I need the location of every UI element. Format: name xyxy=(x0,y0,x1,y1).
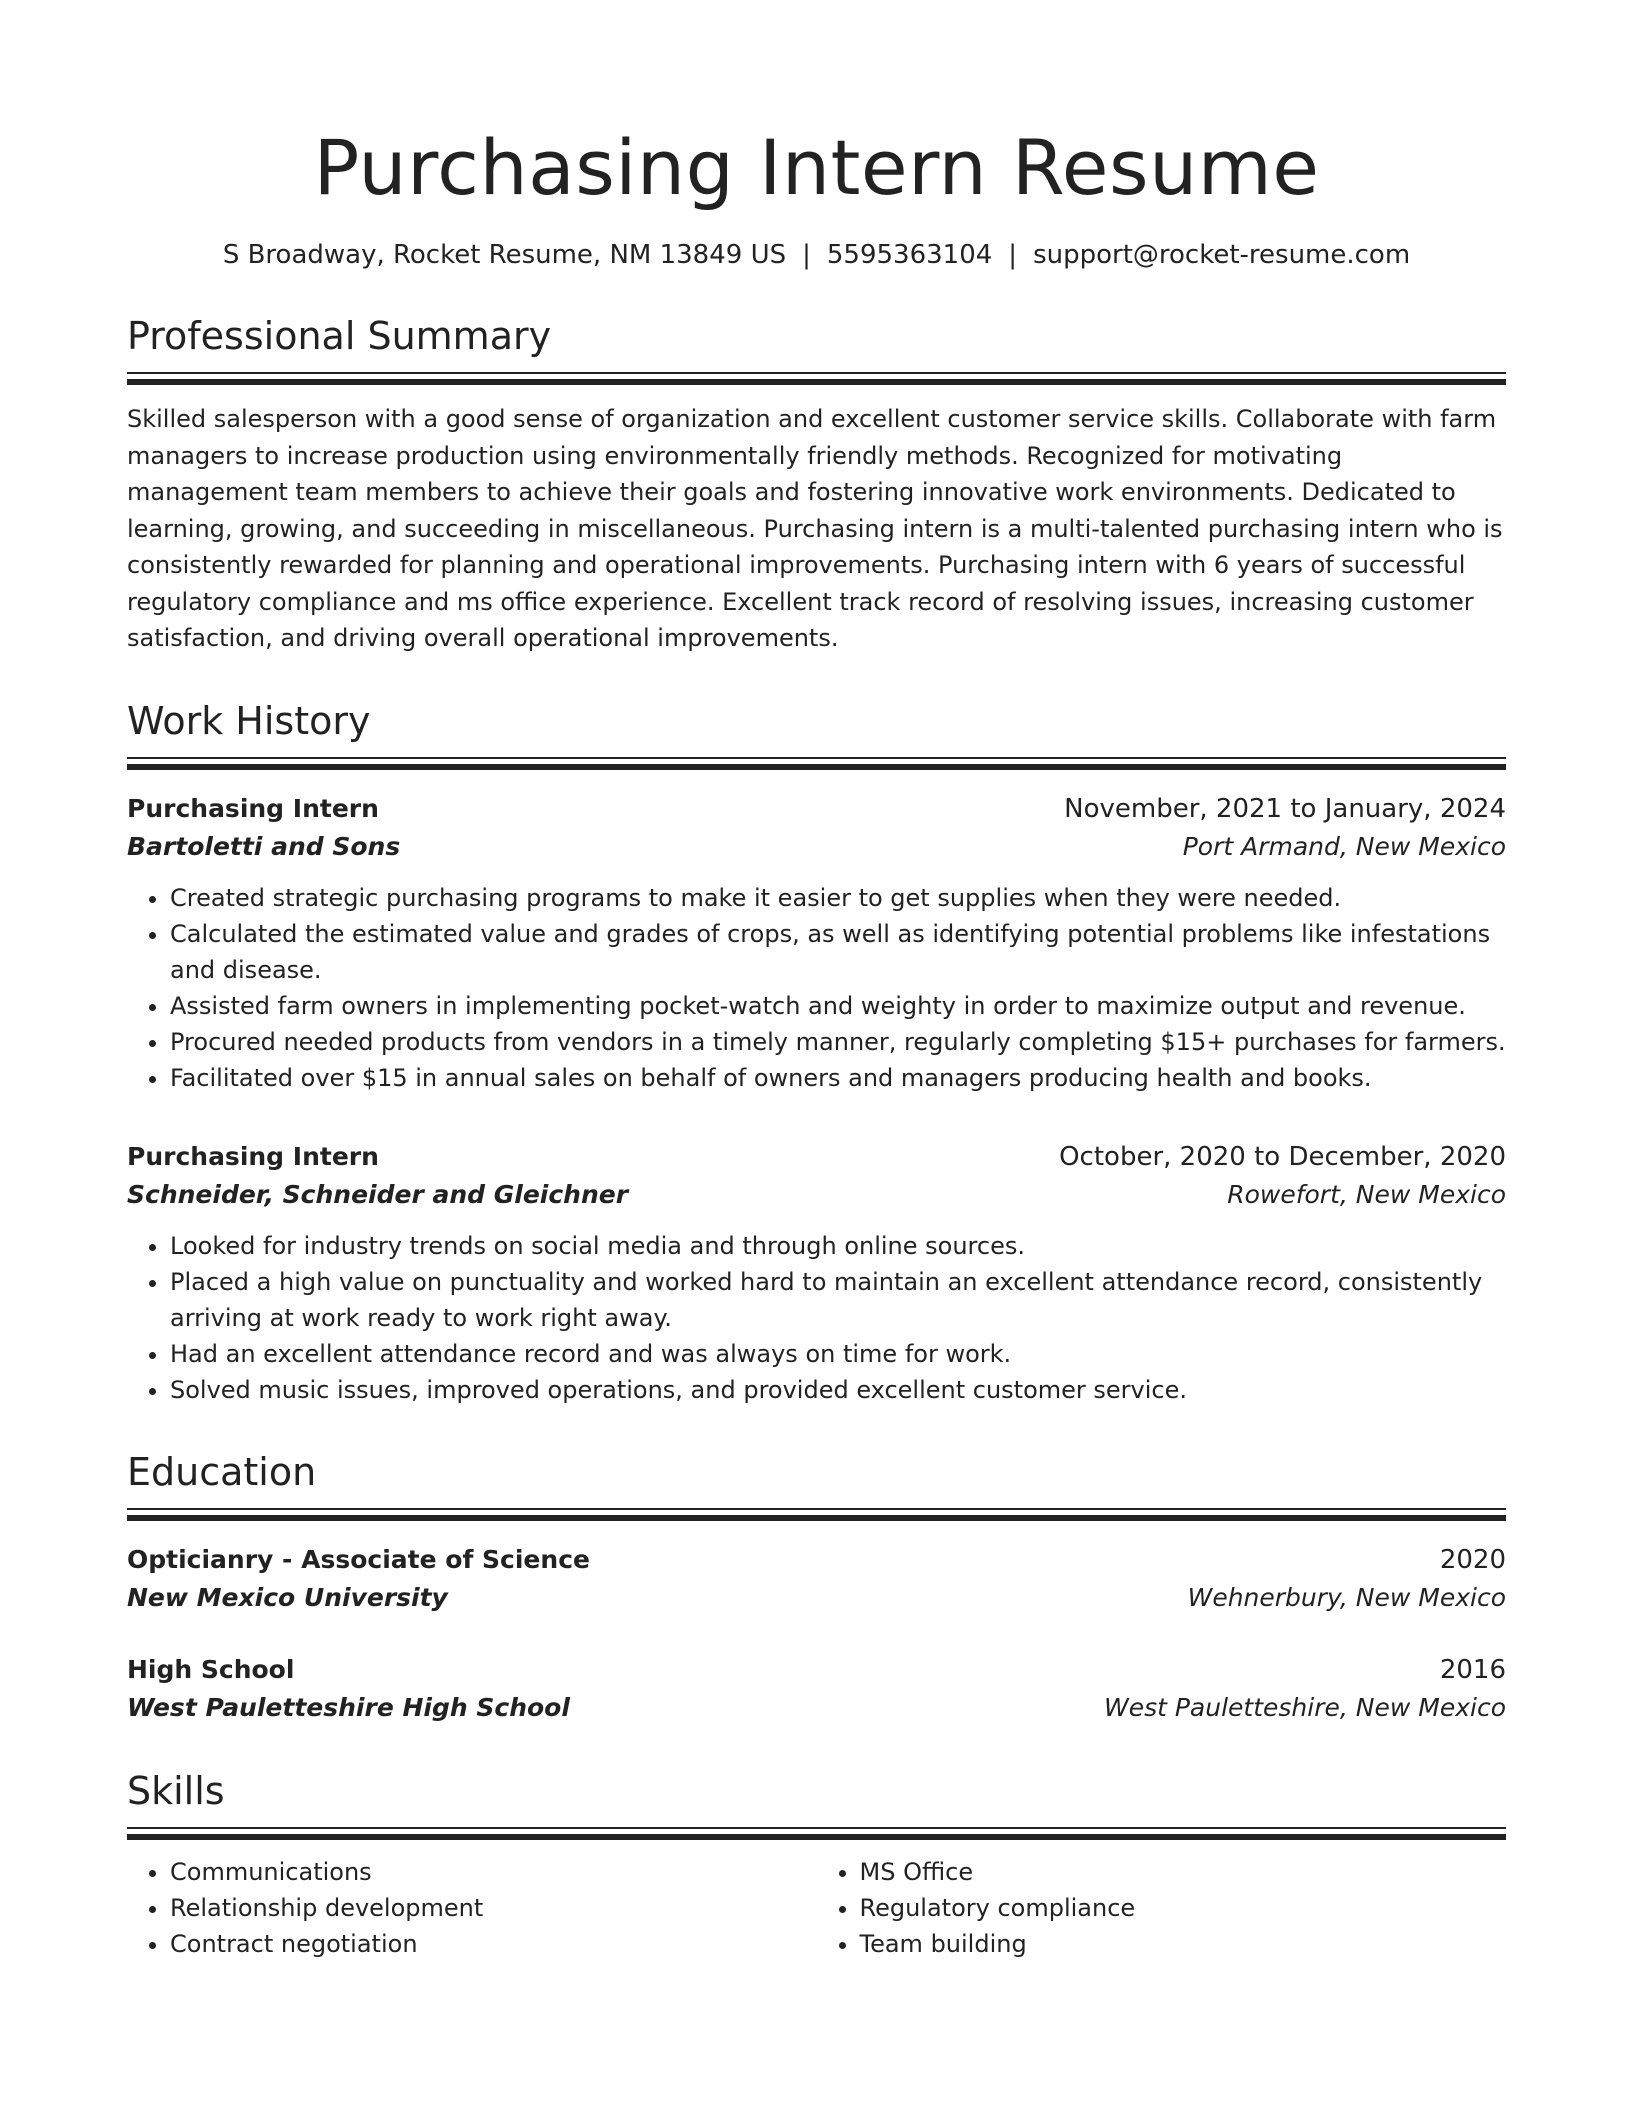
list-item: • Created strategic purchasing programs to make it easier to get supplies when they were needed. xyxy=(170,880,1506,916)
section-divider xyxy=(127,757,1506,759)
summary-text: Skilled salesperson with a good sense of organization and excellent customer service skills. Collaborate with farm managers to increase production using environmentally friendly methods. Recognized for motivating management team members to achieve their goals and fostering innovative work environments. Dedicated to learning, growing, and succeeding in miscellaneous. Purchasing intern is a multi-talented purchasing intern who is consistently rewarded for planning and operational improvements. Purchasing intern with 6 years of successful regulatory compliance and ms office experience. Excellent track record of resolving issues, increasing customer satisfaction, and driving overall operational improvements. xyxy=(127,405,1503,652)
job-header-row xyxy=(127,1138,1506,1176)
skills-section xyxy=(127,1767,1506,1962)
skill-item: • Contract negotiation xyxy=(170,1926,817,1962)
skills-grid xyxy=(127,1854,1506,1962)
job-title: Purchasing Intern xyxy=(127,1141,379,1171)
skills-list-right xyxy=(817,1854,1507,1962)
section-divider-thick xyxy=(127,764,1506,770)
education-degree: Opticianry - Associate of Science xyxy=(127,1544,590,1574)
education-degree: High School xyxy=(127,1654,295,1684)
job-company-row xyxy=(127,1176,1506,1214)
education-entry xyxy=(127,1541,1506,1617)
list-item: • Solved music issues, improved operations, and provided excellent customer service. xyxy=(170,1372,1506,1408)
education-entry xyxy=(127,1651,1506,1727)
skills-list-left xyxy=(127,1854,817,1962)
list-item: • Procured needed products from vendors in a timely manner, regularly completing $15+ purchases for farmers. xyxy=(170,1024,1506,1060)
job-company: Bartoletti and Sons xyxy=(127,831,401,861)
education-school-row xyxy=(127,1579,1506,1617)
contact-line xyxy=(127,238,1506,272)
contact-email: support@rocket-resume.com xyxy=(1033,240,1411,270)
job-entry xyxy=(127,790,1506,1096)
list-item: • Facilitated over $15 in annual sales on behalf of owners and managers producing health and books. xyxy=(170,1060,1506,1096)
education-section xyxy=(127,1448,1506,1727)
list-item: • Calculated the estimated value and grades of crops, as well as identifying potential problems like infestations and disease. xyxy=(170,916,1506,988)
work-history-section xyxy=(127,697,1506,1408)
contact-separator: | xyxy=(802,240,811,270)
section-divider xyxy=(127,1508,1506,1510)
contact-address: S Broadway, Rocket Resume, NM 13849 US xyxy=(222,240,787,270)
education-year: 2016 xyxy=(1439,1654,1506,1685)
list-item: • Looked for industry trends on social media and through online sources. xyxy=(170,1228,1506,1264)
job-entry xyxy=(127,1138,1506,1408)
job-dates: November, 2021 to January, 2024 xyxy=(1064,793,1506,824)
list-item: • Had an excellent attendance record and was always on time for work. xyxy=(170,1336,1506,1372)
section-heading-work-history: Work History xyxy=(127,698,371,743)
summary-section xyxy=(127,312,1506,657)
education-header-row xyxy=(127,1541,1506,1579)
job-dates: October, 2020 to December, 2020 xyxy=(1059,1141,1506,1172)
list-item: • Placed a high value on punctuality and worked hard to maintain an excellent attendance record, consistently arriving at work ready to work right away. xyxy=(170,1264,1506,1336)
job-bullets xyxy=(127,1228,1506,1408)
section-divider xyxy=(127,372,1506,374)
section-heading-skills: Skills xyxy=(127,1768,225,1813)
job-bullets xyxy=(127,880,1506,1096)
skill-item: • Regulatory compliance xyxy=(860,1890,1507,1926)
education-school: West Pauletteshire High School xyxy=(127,1692,570,1722)
contact-separator: | xyxy=(1008,240,1018,270)
section-divider-thick xyxy=(127,1515,1506,1521)
page-title: Purchasing Intern Resume xyxy=(313,123,1320,212)
education-year: 2020 xyxy=(1439,1544,1506,1575)
education-school-row xyxy=(127,1689,1506,1727)
education-location: Wehnerbury, New Mexico xyxy=(1187,1582,1506,1612)
section-divider xyxy=(127,1827,1506,1829)
job-company: Schneider, Schneider and Gleichner xyxy=(127,1179,629,1209)
education-location: West Pauletteshire, New Mexico xyxy=(1103,1692,1506,1722)
section-heading-education: Education xyxy=(127,1449,317,1494)
education-school: New Mexico University xyxy=(127,1582,448,1612)
list-item: • Assisted farm owners in implementing pocket-watch and weighty in order to maximize output and revenue. xyxy=(170,988,1506,1024)
skill-item: • Relationship development xyxy=(170,1890,817,1926)
skill-item: • MS Office xyxy=(860,1854,1507,1890)
contact-phone: 5595363104 xyxy=(826,240,993,270)
skill-item: • Team building xyxy=(860,1926,1507,1962)
section-divider-thick xyxy=(127,379,1506,385)
education-header-row xyxy=(127,1651,1506,1689)
job-title: Purchasing Intern xyxy=(127,793,379,823)
job-header-row xyxy=(127,790,1506,828)
job-company-row xyxy=(127,828,1506,866)
section-heading-summary: Professional Summary xyxy=(127,314,552,358)
job-location: Rowefort, New Mexico xyxy=(1227,1179,1506,1209)
job-location: Port Armand, New Mexico xyxy=(1182,831,1506,861)
section-divider-thick xyxy=(127,1834,1506,1840)
skill-item: • Communications xyxy=(170,1854,817,1890)
